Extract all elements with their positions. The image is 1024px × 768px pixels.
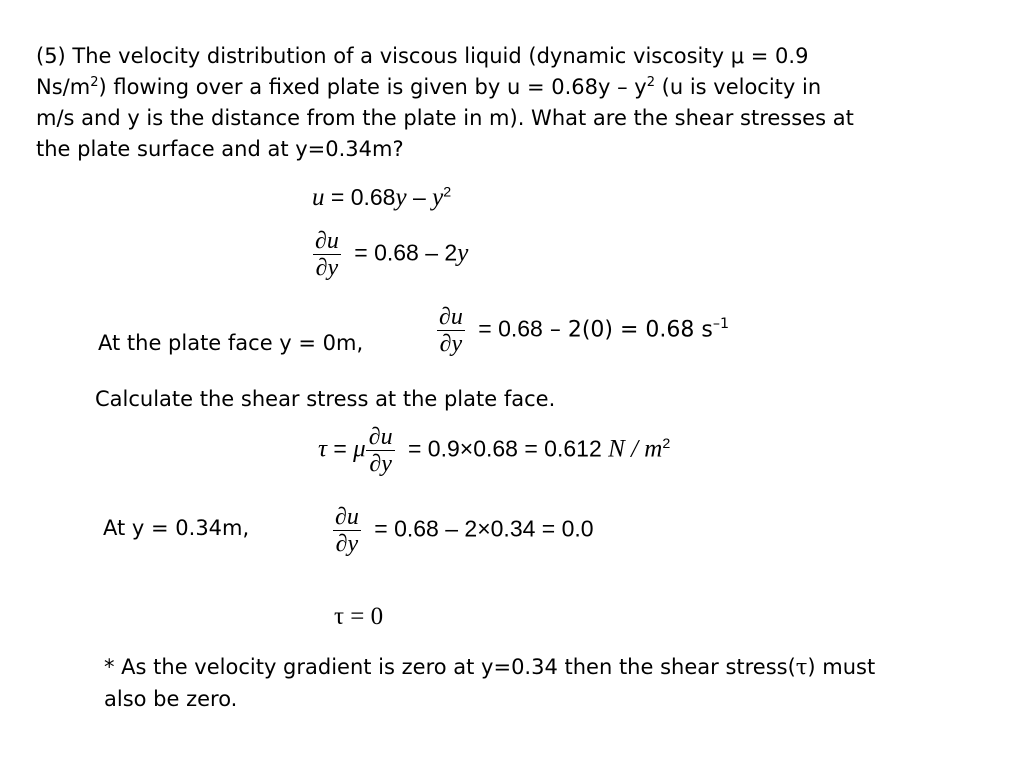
problem-line-2-part-b: ) flowing over a fixed plate is given by u = 0.68y – y: [98, 75, 647, 99]
tau-zero: [334, 603, 383, 631]
eq2-denominator: ∂y: [313, 254, 342, 281]
shear-unit: N / m: [608, 435, 663, 463]
y034-rhs: = 0.68 – 2×0.34 = 0.0: [367, 515, 594, 542]
plate-face-label-text: At the plate face y = 0m,: [98, 331, 364, 355]
problem-line-2-part-a: Ns/m: [36, 75, 91, 99]
y034-denominator: ∂y: [333, 530, 362, 557]
eq2-fraction: [312, 228, 342, 281]
eq2-rhs: = 0.68 – 2: [347, 239, 458, 266]
calculate-label: [95, 384, 555, 415]
eq1-exponent: 2: [443, 184, 452, 201]
shear-rhs: = 0.9×0.68 = 0.612: [401, 435, 609, 462]
y034-numerator: ∂u: [335, 504, 359, 530]
eq1-u: u: [312, 184, 325, 211]
equation-velocity: [312, 184, 451, 212]
problem-line-3: [36, 103, 854, 134]
eq1-coefficient: = 0.68: [324, 184, 396, 210]
note-line-1: [104, 652, 875, 683]
shear-tau: τ: [318, 435, 327, 463]
y034-fraction: [332, 504, 362, 557]
note-tau: τ: [795, 655, 808, 679]
shear-unit-exponent: 2: [662, 435, 671, 452]
problem-line-2-part-c: (u is velocity in: [654, 75, 822, 99]
shear-fraction: [366, 424, 396, 477]
problem-line-2: [36, 72, 821, 103]
problem-line-2-superscript: 2: [90, 75, 99, 90]
problem-line-1: [36, 41, 808, 72]
plate-rhs-b: – 2(0) = 0.68 s: [542, 317, 713, 343]
problem-line-4: [36, 134, 404, 165]
equation-y034-gradient: [332, 504, 594, 557]
shear-equals: =: [326, 435, 354, 462]
eq1-y-squared: y: [432, 184, 444, 211]
plate-numerator: ∂u: [439, 304, 463, 330]
equation-plate-gradient: [436, 304, 729, 357]
shear-mu: μ: [353, 435, 366, 463]
problem-line-3-text: m/s and y is the distance from the plate in m). What are the shear stresses at: [36, 106, 854, 130]
shear-numerator: ∂u: [368, 424, 393, 450]
problem-line-4-text: the plate surface and at y=0.34m?: [36, 137, 404, 161]
note-line-1-part-b: ) must: [807, 655, 876, 679]
eq1-minus: –: [406, 184, 433, 210]
problem-line-1-text: (5) The velocity distribution of a viscous liquid (dynamic viscosity μ = 0.9: [36, 44, 809, 68]
plate-rhs-exponent: –1: [712, 315, 730, 332]
plate-rhs-a: = 0.68: [471, 315, 543, 342]
eq2-y: y: [457, 239, 469, 267]
note-line-2-text: also be zero.: [104, 687, 238, 711]
equation-shear-stress: [318, 424, 670, 477]
equation-gradient: [312, 228, 468, 281]
plate-denominator: ∂y: [437, 330, 466, 357]
y034-label-text: At y = 0.34m,: [103, 516, 250, 540]
eq2-numerator: ∂u: [315, 228, 339, 254]
eq1-y: y: [395, 184, 407, 211]
note-line-2: [104, 684, 237, 715]
problem-line-2-superscript-2: 2: [646, 75, 655, 90]
plate-fraction: [436, 304, 466, 357]
calculate-label-text: Calculate the shear stress at the plate face.: [95, 387, 556, 411]
tau-zero-text: τ = 0: [334, 603, 384, 630]
note-line-1-part-a: * As the velocity gradient is zero at y=0.34 then the shear stress(: [104, 655, 796, 679]
plate-face-label: [98, 328, 363, 359]
shear-denominator: ∂y: [366, 450, 395, 477]
y034-label: [103, 513, 249, 544]
